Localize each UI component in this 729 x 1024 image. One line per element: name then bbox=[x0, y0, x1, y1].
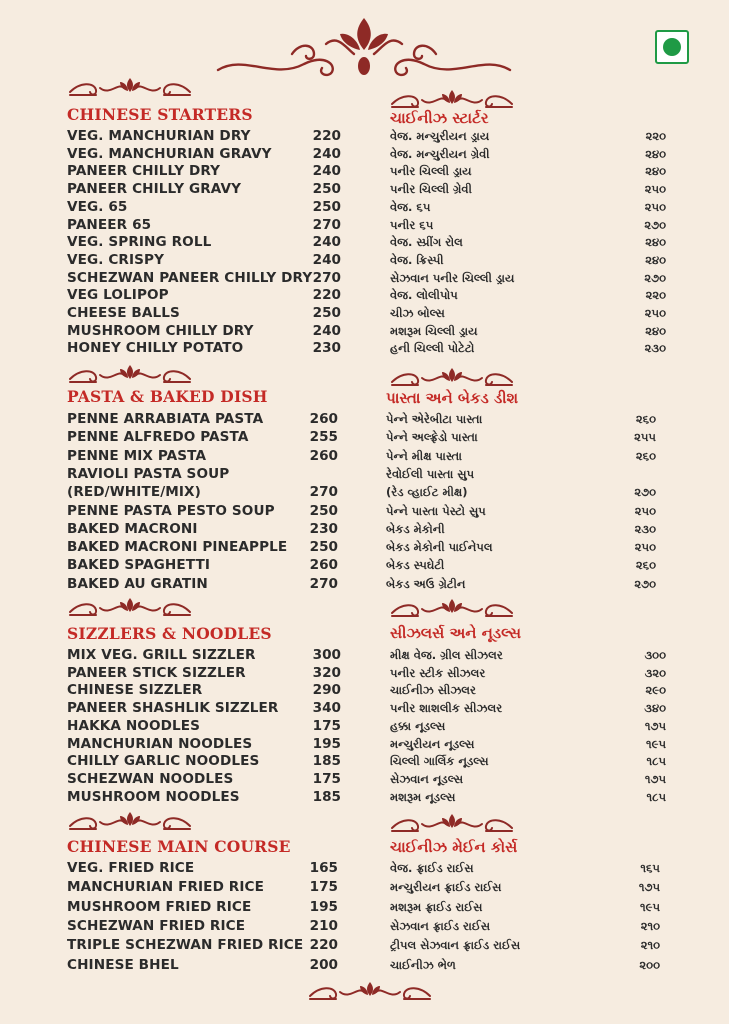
menu-item-row bbox=[0, 770, 729, 788]
item-name-gu: ટ્રીપલ સેઝવાન ફ્રાઈડ રાઈસ bbox=[390, 938, 521, 953]
item-name-en: (RED/WHITE/MIX) bbox=[67, 484, 201, 501]
item-name-en: PENNE PASTA PESTO SOUP bbox=[67, 502, 275, 519]
item-name-gu: હક્કા નૂડલ્સ bbox=[390, 718, 446, 733]
item-price-gu: ૨૬૦ bbox=[635, 412, 656, 426]
item-name-en: MANCHURIAN NOODLES bbox=[67, 735, 253, 752]
item-name-gu: રેવોઈલી પાસ્તા સુપ bbox=[386, 466, 475, 481]
menu-item-row bbox=[0, 269, 729, 287]
item-price-gu: ૩૪૦ bbox=[644, 701, 666, 716]
item-name-en: MUSHROOM NOODLES bbox=[67, 788, 240, 805]
item-name-en: BAKED SPAGHETTI bbox=[67, 557, 210, 574]
item-name-gu: સેઝવાન પનીર ચિલ્લી ડ્રાય bbox=[390, 270, 515, 285]
item-name-gu: સેઝવાન નૂડલ્સ bbox=[390, 771, 464, 786]
top-flourish-icon bbox=[214, 14, 514, 84]
item-price-en: 250 bbox=[309, 502, 338, 519]
item-name-gu: ચિલ્લી ગાર્લિક નૂડલ્સ bbox=[390, 754, 489, 769]
item-name-en: VEG. MANCHURIAN GRAVY bbox=[67, 145, 272, 162]
item-name-en: PANEER STICK SIZZLER bbox=[67, 664, 246, 681]
item-price-gu: ૨૪૦ bbox=[645, 235, 666, 250]
menu-item-row bbox=[0, 162, 729, 180]
item-name-en: CHINESE BHEL bbox=[67, 956, 179, 973]
item-name-en: TRIPLE SCHEZWAN FRIED RICE bbox=[67, 937, 304, 954]
item-name-en: CHILLY GARLIC NOODLES bbox=[67, 753, 260, 770]
item-price-gu: ૨૦૦ bbox=[639, 957, 660, 972]
item-price-gu: ૩૨૦ bbox=[644, 665, 666, 680]
item-price-en: 240 bbox=[312, 322, 341, 339]
item-price-en: 320 bbox=[312, 664, 341, 681]
item-name-en: BAKED MACRONI PINEAPPLE bbox=[67, 539, 288, 556]
item-price-gu: ૩૦૦ bbox=[644, 648, 666, 662]
item-name-en: HAKKA NOODLES bbox=[67, 717, 201, 734]
item-name-en: VEG. SPRING ROLL bbox=[67, 234, 212, 251]
menu-item-row bbox=[0, 735, 729, 753]
item-price-en: 195 bbox=[312, 735, 341, 752]
item-price-en: 175 bbox=[309, 879, 338, 896]
item-price-gu: ૨૪૦ bbox=[645, 323, 666, 338]
menu-item-row bbox=[0, 483, 729, 501]
item-price-gu: ૨૫૦ bbox=[634, 503, 656, 518]
menu-item-row bbox=[0, 180, 729, 198]
menu-item-row bbox=[0, 898, 729, 916]
item-name-en: PANEER 65 bbox=[67, 216, 152, 233]
item-name-gu: મીક્ષ વેજ. ગ્રીલ સીઝલર bbox=[390, 648, 503, 662]
item-name-gu: પનીર ચિલ્લી ડ્રાય bbox=[390, 164, 472, 179]
item-name-en: PENNE ARRABIATA PASTA bbox=[67, 411, 264, 427]
item-name-gu: પેન્ને અલ્ફ્રેડો પાસ્તા bbox=[386, 430, 478, 445]
item-name-en: SCHEZWAN NOODLES bbox=[67, 770, 234, 787]
item-name-en: SCHEZWAN PANEER CHILLY DRY bbox=[67, 269, 313, 286]
item-price-gu: ૨૨૦ bbox=[645, 288, 666, 303]
item-name-en: PENNE MIX PASTA bbox=[67, 447, 207, 464]
item-price-gu: ૨૩૦ bbox=[634, 521, 656, 536]
item-price-en: 260 bbox=[309, 411, 338, 427]
menu-item-row bbox=[0, 304, 729, 322]
item-price-gu: ૧૭૫ bbox=[644, 771, 666, 786]
item-name-gu: પનીર ચિલ્લી ગ્રેવી bbox=[390, 182, 472, 197]
item-price-gu: ૧૮૫ bbox=[646, 754, 666, 769]
section-title-en: CHINESE MAIN COURSE bbox=[67, 837, 291, 856]
menu-item-row bbox=[0, 788, 729, 806]
item-price-en: 220 bbox=[309, 937, 338, 954]
item-name-gu: વેજ. સ્પ્રીંગ રોલ bbox=[390, 235, 463, 250]
menu-item-row bbox=[0, 233, 729, 251]
menu-item-row bbox=[0, 322, 729, 340]
item-name-gu: બેકડ સ્પઘેટી bbox=[386, 558, 445, 573]
item-name-gu: ચાઈનીઝ સીઝલર bbox=[390, 683, 476, 698]
item-name-gu: મશરૂમ નૂડલ્સ bbox=[390, 789, 456, 804]
item-price-gu: ૨૬૦ bbox=[635, 558, 656, 573]
item-price-en: 270 bbox=[309, 575, 338, 592]
item-price-en: 240 bbox=[312, 163, 341, 180]
menu-item-row bbox=[0, 936, 729, 954]
menu-item-row bbox=[0, 859, 729, 877]
item-name-gu: હની ચિલ્લી પોટેટો bbox=[390, 341, 475, 356]
item-price-en: 230 bbox=[309, 520, 338, 537]
menu-item-row bbox=[0, 575, 729, 593]
item-price-gu: ૨૭૦ bbox=[634, 485, 656, 500]
menu-item-row bbox=[0, 520, 729, 538]
item-price-gu: ૨૯૦ bbox=[645, 683, 666, 698]
menu-item-row bbox=[0, 646, 729, 664]
item-name-en: MUSHROOM CHILLY DRY bbox=[67, 322, 254, 339]
section-title-gu: પાસ્તા અને બેકડ ડીશ bbox=[386, 389, 519, 407]
item-price-en: 220 bbox=[312, 287, 341, 304]
section-title-gu: સીઝલર્સ અને નૂડલ્સ bbox=[390, 624, 522, 642]
item-name-gu: પનીર શાશલીક સીઝલર bbox=[390, 701, 503, 716]
item-name-gu: બેકડ અઉ ગ્રેટીન bbox=[386, 576, 466, 591]
item-name-en: MIX VEG. GRILL SIZZLER bbox=[67, 647, 256, 663]
item-price-en: 175 bbox=[312, 717, 341, 734]
item-name-gu: પેન્ને મીક્ષ પાસ્તા bbox=[386, 448, 462, 463]
item-price-en: 250 bbox=[312, 181, 341, 198]
item-price-en: 340 bbox=[312, 700, 341, 717]
item-price-gu: ૨૫૦ bbox=[644, 306, 666, 320]
item-name-en: MANCHURIAN FRIED RICE bbox=[67, 879, 264, 896]
item-name-en: VEG LOLIPOP bbox=[67, 287, 169, 304]
section-ornament-icon bbox=[388, 812, 516, 834]
item-name-gu: મન્ચુરીયન નૂડલ્સ bbox=[390, 736, 475, 751]
item-price-gu: ૨૪૦ bbox=[645, 252, 666, 267]
menu-item-row bbox=[0, 339, 729, 357]
item-price-en: 270 bbox=[309, 484, 338, 501]
menu-item-row bbox=[0, 681, 729, 699]
item-price-en: 175 bbox=[312, 770, 341, 787]
menu-item-row bbox=[0, 286, 729, 304]
item-price-gu: ૨૪૦ bbox=[645, 146, 666, 161]
menu-item-row bbox=[0, 538, 729, 556]
item-price-en: 185 bbox=[312, 788, 341, 805]
item-price-en: 195 bbox=[309, 898, 338, 915]
menu-item-row bbox=[0, 447, 729, 465]
item-name-en: CHINESE SIZZLER bbox=[67, 682, 203, 699]
item-price-en: 230 bbox=[312, 340, 341, 357]
item-price-gu: ૨૭૦ bbox=[634, 576, 656, 591]
menu-item-row bbox=[0, 752, 729, 770]
section-ornament-icon bbox=[388, 597, 516, 619]
item-name-en: VEG. FRIED RICE bbox=[67, 860, 195, 876]
item-price-gu: ૨૪૦ bbox=[645, 164, 666, 179]
item-price-en: 210 bbox=[309, 917, 338, 934]
item-price-en: 270 bbox=[312, 269, 341, 286]
item-name-gu: (રેડ વ્હાઈટ મીક્ષ) bbox=[386, 485, 468, 500]
section-title-en: SIZZLERS & NOODLES bbox=[67, 624, 272, 643]
item-name-gu: બેકડ મેકોની પાઈનેપલ bbox=[386, 540, 493, 555]
item-price-en: 300 bbox=[312, 647, 341, 663]
menu-item-row bbox=[0, 502, 729, 520]
menu-item-row bbox=[0, 465, 729, 483]
section-title-gu: ચાઈનીઝ મેઈન કોર્સ bbox=[390, 838, 518, 856]
menu-item-row bbox=[0, 664, 729, 682]
menu-item-row bbox=[0, 956, 729, 974]
section-ornament-icon bbox=[66, 596, 194, 618]
item-name-gu: વેજ. મન્ચુરીયન ડ્રાય bbox=[390, 129, 490, 143]
item-price-gu: ૧૭૫ bbox=[644, 718, 666, 733]
item-name-en: CHEESE BALLS bbox=[67, 305, 180, 321]
menu-item-row bbox=[0, 198, 729, 216]
item-price-gu: ૧૭૫ bbox=[638, 880, 660, 895]
item-name-gu: પેન્ને પાસ્તા પેસ્ટો સુપ bbox=[386, 503, 486, 518]
item-name-gu: વેજ. ફ્રાઈડ રાઈસ bbox=[390, 861, 474, 875]
menu-item-row bbox=[0, 917, 729, 935]
menu-item-row bbox=[0, 699, 729, 717]
item-name-gu: સેઝવાન ફ્રાઈડ રાઈસ bbox=[390, 918, 491, 933]
item-name-gu: વેજ. ક્રિસ્પી bbox=[390, 252, 444, 267]
section-ornament-icon bbox=[66, 810, 194, 832]
item-name-en: RAVIOLI PASTA SOUP bbox=[67, 465, 230, 482]
item-price-en: 270 bbox=[312, 216, 341, 233]
item-name-gu: મશરૂમ ફ્રાઈડ રાઈસ bbox=[390, 899, 483, 914]
item-name-en: MUSHROOM FRIED RICE bbox=[67, 898, 252, 915]
menu-item-row bbox=[0, 878, 729, 896]
item-price-en: 290 bbox=[312, 682, 341, 699]
item-name-gu: પનીર ૬૫ bbox=[390, 217, 434, 232]
item-price-gu: ૨૭૦ bbox=[644, 270, 666, 285]
item-price-gu: ૧૯૫ bbox=[640, 899, 660, 914]
menu-item-row bbox=[0, 428, 729, 446]
item-name-gu: વેજ. મન્ચુરીયન ગ્રેવી bbox=[390, 146, 490, 161]
item-price-gu: ૨૭૦ bbox=[644, 217, 666, 232]
item-price-en: 260 bbox=[309, 557, 338, 574]
item-name-en: PANEER CHILLY GRAVY bbox=[67, 181, 242, 198]
item-name-en: PENNE ALFREDO PASTA bbox=[67, 429, 249, 446]
item-price-gu: ૨૫૫ bbox=[634, 430, 656, 445]
item-price-gu: ૨૫૦ bbox=[644, 182, 666, 197]
item-price-en: 200 bbox=[309, 956, 338, 973]
item-price-en: 250 bbox=[312, 198, 341, 215]
item-price-gu: ૧૮૫ bbox=[646, 789, 666, 804]
item-name-en: VEG. 65 bbox=[67, 198, 128, 215]
section-ornament-icon bbox=[388, 88, 516, 110]
item-name-en: SCHEZWAN FRIED RICE bbox=[67, 917, 246, 934]
item-name-gu: મન્ચુરીયન ફ્રાઈડ રાઈસ bbox=[390, 880, 502, 895]
bottom-ornament-icon bbox=[306, 980, 434, 1002]
menu-item-row bbox=[0, 127, 729, 145]
item-name-en: HONEY CHILLY POTATO bbox=[67, 340, 244, 357]
item-price-en: 260 bbox=[309, 447, 338, 464]
item-price-gu: ૨૫૦ bbox=[644, 199, 666, 214]
item-price-en: 250 bbox=[312, 305, 341, 321]
item-price-en: 240 bbox=[312, 145, 341, 162]
section-ornament-icon bbox=[388, 366, 516, 388]
item-name-en: VEG. CRISPY bbox=[67, 251, 165, 268]
menu-item-row bbox=[0, 251, 729, 269]
item-price-en: 165 bbox=[309, 860, 338, 876]
item-price-gu: ૨૫૦ bbox=[634, 540, 656, 555]
section-title-gu: ચાઈનીઝ સ્ટાર્ટર bbox=[390, 109, 489, 127]
section-title-en: PASTA & BAKED DISH bbox=[67, 387, 268, 406]
menu-item-row bbox=[0, 216, 729, 234]
menu-item-row bbox=[0, 145, 729, 163]
item-name-gu: પેન્ને એરેબીટા પાસ્તા bbox=[386, 412, 483, 426]
veg-symbol-icon bbox=[655, 30, 689, 64]
item-name-en: BAKED MACRONI bbox=[67, 520, 198, 537]
item-price-en: 240 bbox=[312, 234, 341, 251]
item-price-gu: ૨૬૦ bbox=[635, 448, 656, 463]
item-name-gu: મશરૂમ ચિલ્લી ડ્રાય bbox=[390, 323, 478, 338]
section-ornament-icon bbox=[66, 363, 194, 385]
item-price-gu: ૨૨૦ bbox=[645, 129, 666, 143]
item-price-en: 250 bbox=[309, 539, 338, 556]
section-ornament-icon bbox=[66, 76, 194, 98]
section-title-en: CHINESE STARTERS bbox=[67, 105, 253, 124]
menu-item-row bbox=[0, 556, 729, 574]
item-price-en: 240 bbox=[312, 251, 341, 268]
item-price-en: 220 bbox=[312, 128, 341, 144]
item-name-en: PANEER CHILLY DRY bbox=[67, 163, 221, 180]
item-name-en: BAKED AU GRATIN bbox=[67, 575, 208, 592]
item-name-gu: વેજ. લોલીપોપ bbox=[390, 288, 458, 303]
item-name-gu: પનીર સ્ટીક સીઝલર bbox=[390, 665, 486, 680]
item-price-gu: ૨૩૦ bbox=[644, 341, 666, 356]
item-price-gu: ૧૯૫ bbox=[646, 736, 666, 751]
item-name-gu: ચીઝ બોલ્સ bbox=[390, 306, 445, 320]
item-price-en: 255 bbox=[309, 429, 338, 446]
item-price-en: 185 bbox=[312, 753, 341, 770]
item-name-gu: ચાઈનીઝ ભેળ bbox=[390, 957, 456, 972]
item-name-gu: બેકડ મેકોની bbox=[386, 521, 445, 536]
item-price-gu: ૧૬૫ bbox=[640, 861, 660, 875]
item-name-en: PANEER SHASHLIK SIZZLER bbox=[67, 700, 279, 717]
item-name-gu: વેજ. ૬૫ bbox=[390, 199, 431, 214]
menu-item-row bbox=[0, 410, 729, 428]
menu-item-row bbox=[0, 717, 729, 735]
item-price-gu: ૨૧૦ bbox=[640, 938, 660, 953]
item-price-gu: ૨૧૦ bbox=[640, 918, 660, 933]
item-name-en: VEG. MANCHURIAN DRY bbox=[67, 128, 251, 144]
